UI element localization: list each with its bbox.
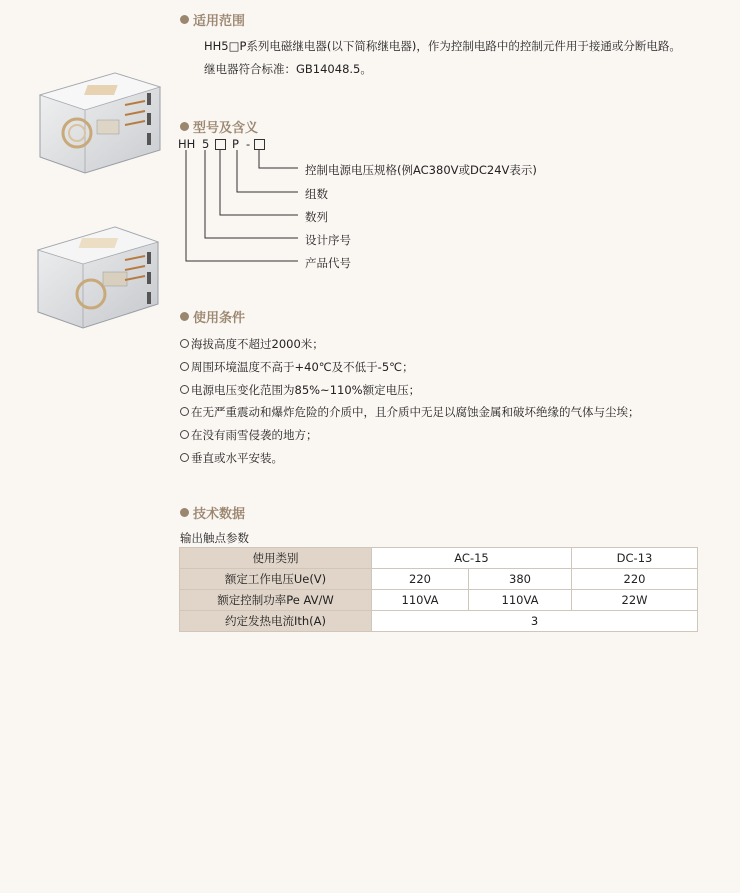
table-cell: 220 (572, 569, 698, 590)
model-label-groups: 组数 (305, 187, 328, 201)
conditions-title-text: 使用条件 (193, 311, 246, 326)
table-row (180, 569, 698, 590)
circle-bullet-icon (180, 407, 189, 416)
condition-text: 周围环境温度不高于+40℃及不低于-5℃； (191, 360, 414, 374)
table-cell: 22W (572, 590, 698, 611)
table-cell-label: 使用类别 (180, 548, 372, 569)
bullet-icon (180, 312, 189, 321)
table-cell: 110VA (372, 590, 469, 611)
condition-item (180, 336, 324, 352)
table-cell-label: 额定控制功率Pe AV/W (180, 590, 372, 611)
table-cell: DC-13 (572, 548, 698, 569)
condition-item (180, 382, 420, 398)
table-cell: 220 (372, 569, 469, 590)
scope-line-1: HH5□P系列电磁继电器(以下简称继电器)，作为控制电路中的控制元件用于接通或分断电路。 (204, 39, 681, 53)
section-title-tech (180, 503, 245, 522)
contact-parameter-table (179, 547, 698, 632)
model-code-p: P (232, 137, 239, 151)
table-cell: 380 (469, 569, 572, 590)
model-label-product: 产品代号 (305, 256, 351, 270)
condition-item (180, 359, 414, 375)
tech-title-text: 技术数据 (193, 507, 246, 522)
condition-item (180, 427, 318, 443)
table-cell: 3 (372, 611, 698, 632)
table-row (180, 590, 698, 611)
model-label-voltage: 控制电源电压规格(例AC380V或DC24V表示) (305, 163, 537, 177)
circle-bullet-icon (180, 339, 189, 348)
circle-bullet-icon (180, 453, 189, 462)
table-row (180, 548, 698, 569)
model-connector-lines (0, 0, 740, 300)
circle-bullet-icon (180, 362, 189, 371)
scope-title-text: 适用范围 (193, 14, 246, 29)
condition-text: 在无严重震动和爆炸危险的介质中，且介质中无足以腐蚀金属和破坏绝缘的气体与尘埃； (191, 405, 640, 419)
table-cell: AC-15 (372, 548, 572, 569)
model-title-text: 型号及含义 (193, 121, 259, 136)
model-label-series: 数列 (305, 210, 328, 224)
section-title-conditions (180, 307, 245, 326)
table-cell-label: 额定工作电压Ue(V) (180, 569, 372, 590)
condition-text: 在没有雨雪侵袭的地方； (191, 428, 318, 442)
condition-text: 海拔高度不超过2000米； (191, 337, 324, 351)
condition-item (180, 450, 283, 466)
condition-text: 垂直或水平安装。 (191, 451, 283, 465)
model-label-design: 设计序号 (305, 233, 351, 247)
condition-item (180, 404, 640, 420)
model-code-5: 5 (202, 137, 210, 151)
model-code-hh: HH (178, 137, 196, 151)
scope-line-2: 继电器符合标准：GB14048.5。 (204, 62, 372, 76)
model-code-dash: - (246, 137, 251, 151)
circle-bullet-icon (180, 430, 189, 439)
circle-bullet-icon (180, 385, 189, 394)
table-cell: 110VA (469, 590, 572, 611)
bullet-icon (180, 508, 189, 517)
table-row (180, 611, 698, 632)
condition-text: 电源电压变化范围为85%~110%额定电压； (191, 383, 421, 397)
tech-subtitle: 输出触点参数 (180, 531, 249, 545)
table-cell-label: 约定发热电流Ith(A) (180, 611, 372, 632)
